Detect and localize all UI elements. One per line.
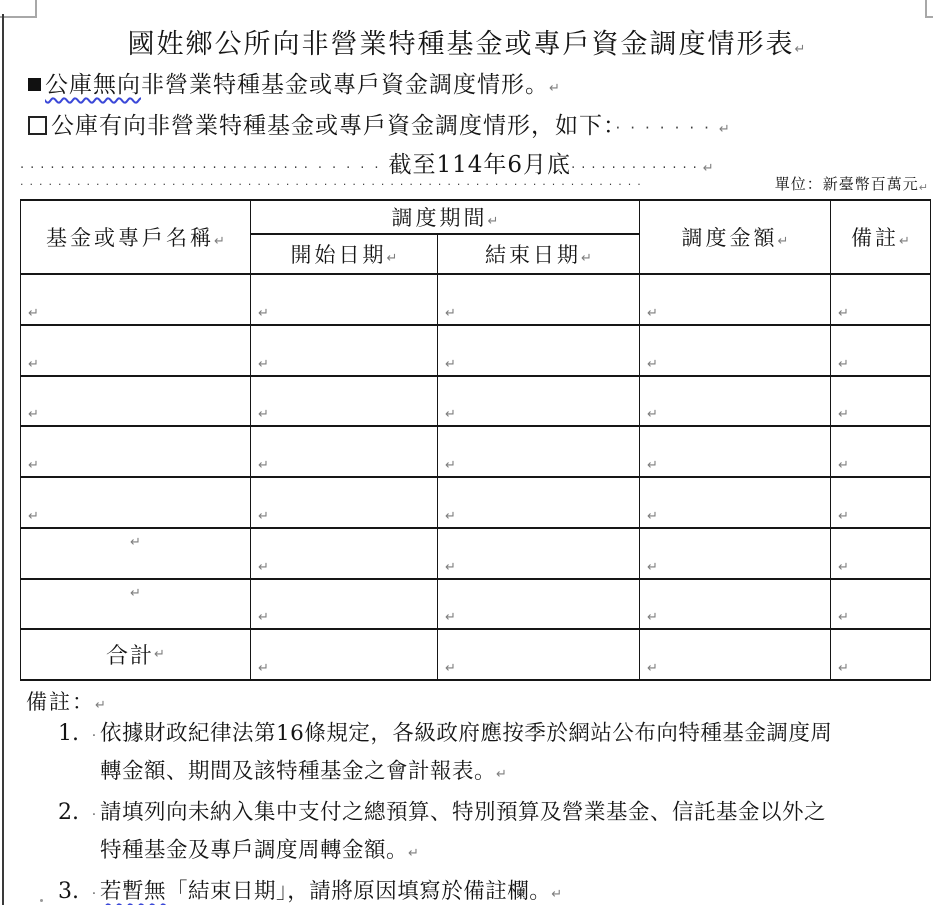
option-has-transfer (28, 107, 730, 140)
paragraph-mark: ↵ (386, 251, 398, 266)
paragraph-mark: ↵ (95, 698, 106, 713)
table-cell[interactable] (21, 274, 251, 325)
notes-heading: 備註：↵ (26, 690, 106, 714)
table-cell[interactable] (438, 274, 640, 325)
note-text: 若暫無「結束日期」，請將原因填寫於備註欄。↵ (100, 879, 563, 904)
paragraph-mark: ↵ (130, 534, 141, 550)
as-of-date-text: 截至114年6月底 (388, 152, 572, 178)
paragraph-mark: ↵ (918, 181, 928, 194)
header-amount: 調度金額↵ (640, 200, 831, 274)
table-cell[interactable] (251, 325, 438, 376)
paragraph-mark: ↵ (28, 407, 39, 423)
table-row (21, 426, 931, 477)
paragraph-mark: ↵ (258, 661, 269, 676)
paragraph-mark: ↵ (647, 661, 658, 676)
paragraph-mark: ↵ (258, 305, 269, 321)
space-marks: ······ (303, 161, 389, 176)
paragraph-mark: ↵ (445, 508, 456, 524)
paragraph-mark: ↵ (838, 661, 849, 676)
paragraph-mark: ↵ (647, 610, 658, 626)
table-cell[interactable] (831, 477, 931, 528)
table-cell[interactable] (831, 579, 931, 630)
table-row (21, 477, 931, 528)
spellcheck-underlined-text: 若暫無 (100, 879, 167, 904)
table-cell[interactable] (640, 528, 831, 579)
space-mark: · (91, 807, 97, 823)
table-cell[interactable] (438, 325, 640, 376)
paragraph-mark: ↵ (838, 508, 849, 524)
paragraph-mark: ↵ (647, 407, 658, 423)
paragraph-mark: ↵ (838, 559, 849, 575)
table-cell[interactable] (438, 477, 640, 528)
table-cell[interactable] (831, 376, 931, 427)
table-body (21, 274, 931, 680)
text-boundary-line (2, 14, 4, 905)
table-cell[interactable] (640, 477, 831, 528)
paragraph-mark: ↵ (647, 458, 658, 473)
table-cell[interactable] (251, 426, 438, 477)
checkbox-unchecked-icon[interactable] (28, 116, 47, 135)
header-fund-name: 基金或專戶名稱↵ (21, 200, 251, 274)
paragraph-mark: ↵ (258, 407, 269, 423)
paragraph-mark: ↵ (838, 458, 849, 473)
paragraph-mark: ↵ (445, 305, 456, 321)
note-number: 1. (58, 721, 79, 746)
paragraph-mark: ↵ (647, 559, 658, 575)
table-row (21, 579, 931, 630)
page-title (20, 22, 913, 61)
space-marks: ············· (571, 161, 703, 176)
paragraph-mark: ↵ (487, 214, 499, 229)
next-line-mark (40, 899, 43, 902)
page-title-text: 國姓鄉公所向非營業特種基金或專戶資金調度情形表 (127, 29, 795, 60)
table-cell[interactable] (438, 376, 640, 427)
note-number: 2. (58, 800, 79, 825)
note-number: 3. (58, 879, 79, 904)
paragraph-mark: ↵ (28, 508, 39, 524)
option-no-transfer (28, 66, 560, 99)
table-cell[interactable] (831, 325, 931, 376)
table-cell[interactable] (831, 629, 931, 680)
table-cell[interactable] (438, 426, 640, 477)
paragraph-mark: ↵ (838, 610, 849, 626)
paragraph-mark: ↵ (445, 458, 456, 473)
paragraph-mark: ↵ (258, 508, 269, 524)
paragraph-mark: ↵ (647, 508, 658, 524)
table-row (21, 274, 931, 325)
space-marks: ······· (615, 119, 719, 137)
paragraph-mark: ↵ (794, 42, 806, 57)
unit-label: 單位：新臺幣百萬元 (774, 175, 919, 193)
paragraph-mark: ↵ (899, 234, 910, 249)
paragraph-mark: ↵ (445, 407, 456, 423)
table-cell[interactable] (21, 579, 251, 630)
paragraph-mark: ↵ (496, 767, 507, 782)
header-start-date: 開始日期↵ (251, 234, 438, 274)
space-marks: ···························· (20, 161, 304, 176)
paragraph-mark: ↵ (258, 610, 269, 626)
table-cell[interactable] (438, 629, 640, 680)
crop-mark-top-right (925, 0, 933, 18)
paragraph-mark: ↵ (838, 407, 849, 423)
paragraph-mark: ↵ (445, 356, 456, 372)
transfer-table (20, 199, 931, 681)
paragraph-mark: ↵ (214, 234, 225, 249)
checkbox-checked-icon[interactable] (28, 78, 41, 91)
table-cell[interactable] (640, 629, 831, 680)
table-cell[interactable] (21, 376, 251, 427)
table-cell[interactable] (251, 477, 438, 528)
table-cell[interactable] (831, 528, 931, 579)
header-period: 調度期間↵ (251, 200, 640, 234)
paragraph-mark: ↵ (838, 356, 849, 372)
space-mark: · (91, 886, 97, 902)
option-no-transfer-text: 非營業特種基金或專戶資金調度情形。 (141, 72, 549, 98)
option-has-transfer-text: 公庫有向非營業特種基金或專戶資金調度情形，如下： (51, 113, 616, 139)
paragraph-mark: ↵ (130, 585, 141, 601)
note-item (58, 873, 924, 905)
paragraph-mark: ↵ (258, 356, 269, 372)
paragraph-mark: ↵ (445, 559, 456, 575)
table-cell[interactable] (21, 629, 251, 680)
crop-mark-top-left (0, 0, 37, 18)
note-item (58, 715, 924, 794)
header-end-date: 結束日期↵ (438, 234, 640, 274)
table-cell[interactable] (251, 629, 438, 680)
paragraph-mark: ↵ (258, 458, 269, 473)
note-item (58, 794, 924, 873)
table-cell[interactable] (640, 325, 831, 376)
paragraph-mark: ↵ (777, 234, 789, 249)
paragraph-mark: ↵ (549, 81, 560, 96)
table-cell[interactable] (251, 376, 438, 427)
table-cell[interactable] (251, 274, 438, 325)
paragraph-mark: ↵ (647, 305, 658, 321)
paragraph-mark: ↵ (445, 610, 456, 626)
table-cell[interactable] (640, 426, 831, 477)
table-row (21, 325, 931, 376)
paragraph-mark: ↵ (408, 846, 419, 861)
paragraph-mark: ↵ (28, 458, 39, 473)
table-cell[interactable] (21, 528, 251, 579)
paragraph-mark: ↵ (581, 251, 592, 266)
space-marks: ·································································· (20, 178, 647, 191)
total-label: 合計 ↵ (106, 644, 165, 670)
table-cell[interactable] (831, 426, 931, 477)
option-no-transfer-underlined: 公庫無向 (45, 72, 141, 98)
unit-line (20, 173, 928, 194)
header-remark: 備註↵ (831, 200, 931, 274)
paragraph-mark: ↵ (838, 305, 849, 321)
table-cell[interactable] (21, 325, 251, 376)
table-cell[interactable] (640, 274, 831, 325)
table-cell[interactable] (21, 477, 251, 528)
paragraph-mark: ↵ (28, 305, 39, 321)
paragraph-mark: ↵ (154, 647, 165, 663)
paragraph-mark: ↵ (445, 661, 456, 676)
paragraph-mark: ↵ (551, 887, 563, 902)
table-cell[interactable] (438, 528, 640, 579)
note-text: 依據財政紀律法第16條規定，各級政府應按季於網站公布向特種基金調度周 轉金額、期間及該特種基金之會計報表。↵ (100, 721, 833, 784)
space-mark: · (91, 728, 97, 744)
table-cell[interactable] (251, 528, 438, 579)
table-cell[interactable] (251, 579, 438, 630)
paragraph-mark: ↵ (28, 356, 39, 372)
table-row (21, 629, 931, 680)
table-row (21, 528, 931, 579)
paragraph-mark: ↵ (718, 122, 730, 137)
table-cell[interactable] (640, 579, 831, 630)
paragraph-mark: ↵ (647, 356, 658, 372)
paragraph-mark: ↵ (258, 559, 269, 575)
table-cell[interactable] (640, 376, 831, 427)
table-cell[interactable] (831, 274, 931, 325)
notes-list (58, 715, 924, 905)
table-cell[interactable] (438, 579, 640, 630)
paragraph-mark: ↵ (702, 161, 714, 176)
table-row (21, 376, 931, 427)
table-cell[interactable] (21, 426, 251, 477)
note-text: 請填列向未納入集中支付之總預算、特別預算及營業基金、信託基金以外之 特種基金及專戶調度周轉金額。↵ (100, 800, 827, 863)
